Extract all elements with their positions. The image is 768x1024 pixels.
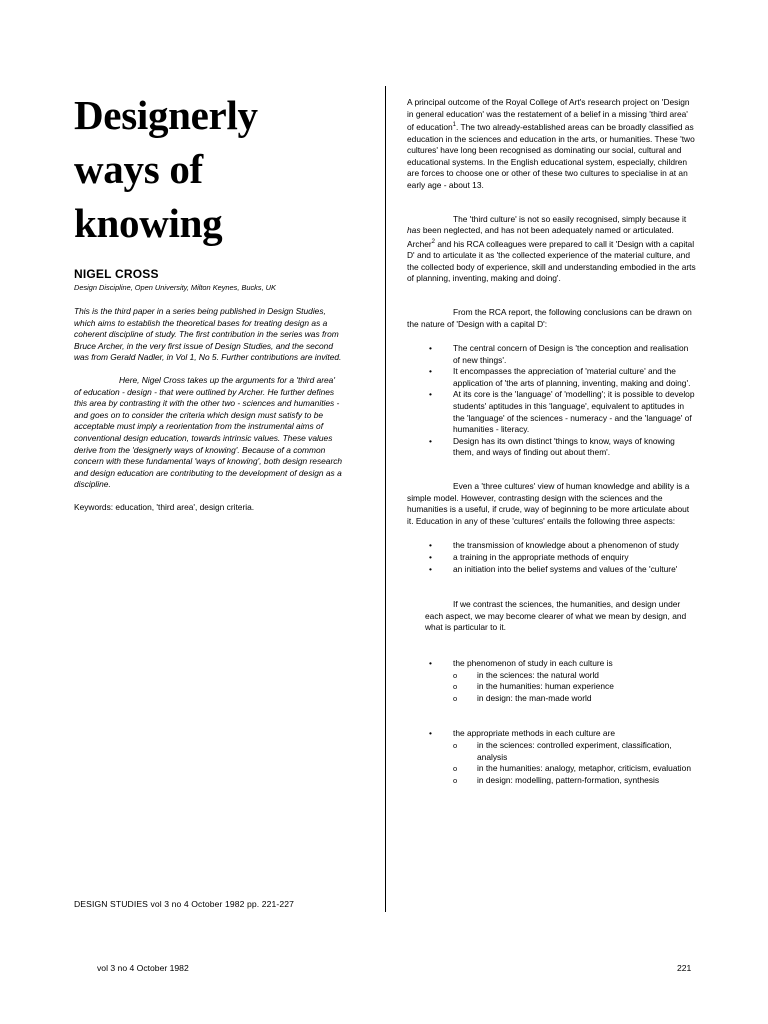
footer-issue: vol 3 no 4 October 1982 xyxy=(97,963,189,973)
list-item-heading: the phenomenon of study in each culture is xyxy=(453,657,613,668)
page-number: 221 xyxy=(677,963,692,973)
journal-reference: DESIGN STUDIES vol 3 no 4 October 1982 pp. 221-227 xyxy=(74,899,294,909)
sub-list-item: o in the humanities: human experience xyxy=(453,681,697,693)
list-item: • At its core is the 'language' of 'modelling'; it is possible to develop students' aptitudes in this 'language', equivalent to aptitudes in the 'language' of the sciences - numeracy - and the 'language' of humanities - literacy. xyxy=(407,389,697,435)
sub-list-item: o in the sciences: the natural world xyxy=(453,670,697,682)
right-column xyxy=(407,97,697,786)
list-item: • an initiation into the belief systems and values of the 'culture' xyxy=(407,564,697,576)
list-item: • Design has its own distinct 'things to know, ways of knowing them, and ways of finding out about them'. xyxy=(407,436,697,459)
list-item: • The central concern of Design is 'the conception and realisation of new things'. xyxy=(407,343,697,366)
body-paragraph: If we contrast the sciences, the humanities, and design under each aspect, we may become clearer of what we mean by design, and what is particular to it. xyxy=(425,599,687,633)
column-divider xyxy=(385,86,386,912)
sub-list xyxy=(453,670,697,705)
keywords: Keywords: education, 'third area', design criteria. xyxy=(74,501,255,512)
footnote-ref: 2 xyxy=(431,238,436,245)
sub-list-item: o in the sciences: controlled experiment, classification, analysis xyxy=(453,740,697,763)
list-item: • It encompasses the appreciation of 'material culture' and the application of 'the arts of planning, inventing, making and doing'. xyxy=(407,366,697,389)
body-paragraph: Even a 'three cultures' view of human knowledge and ability is a simple model. However, contrasting design with the sciences and the humanities is a useful, if crude, way of beginning to be more articulate about it. Education in any of these 'cultures' entails the following three aspects: xyxy=(407,481,690,526)
article-title xyxy=(74,88,344,250)
left-column xyxy=(74,88,344,514)
title-line: knowing xyxy=(74,200,223,246)
abstract-paragraph: Here, Nigel Cross takes up the arguments for a 'third area' of education - design - that were outlined by Archer. He further defines this area by contrasting it with the other two - sciences and humanities - and goes on to consider the criteria which design must satisfy to be acceptable must imply a reorientation from the instrumental aims of conventional design education, towards intrinsic values. These values derive from the 'designerly ways of knowing'. Because of a common concern with these fundamental 'ways of knowing', both design research and design education are contributing to the development of design as a discipline. xyxy=(74,374,343,490)
list-item xyxy=(407,658,697,704)
sub-list-item: o in design: modelling, pattern-formation, synthesis xyxy=(453,775,697,787)
author-name: NIGEL CROSS xyxy=(74,267,159,281)
title-line: Designerly xyxy=(74,92,258,138)
list-item: • a training in the appropriate methods of enquiry xyxy=(407,552,697,564)
body-paragraph: The 'third culture' is not so easily recognised, simply because it has been neglected, and has not been adequately named or articulated. Archer$^2$ and his RCA colleagues were prepared to call it 'Design with a capital D' and to articulate it as 'the collected experience of the material culture, and the collected body of experience, skill and understanding embodied in the arts of planning, inventing, making and doing'. xyxy=(407,213,696,284)
footnote-ref: 1 xyxy=(452,122,456,129)
aspects-list xyxy=(407,540,697,575)
sub-list xyxy=(453,740,697,786)
list-item-heading: the appropriate methods in each culture are xyxy=(453,728,616,739)
sub-list-item: o in design: the man-made world xyxy=(453,693,697,705)
body-paragraph: A principal outcome of the Royal College of Art's research project on 'Design in general education' was the restatement of a belief in a missing 'third area' of education$^1$. The two already-established areas can be broadly classified as education in the sciences and education in the arts, or humanities. These 'two cultures' have long been recognised as dominating our social, cultural and educational systems. In the English educational system, especially, children are forces to choose one or other of these two cultures to specialise in at an early age - about 13. xyxy=(407,97,695,190)
abstract-paragraph: This is the third paper in a series being published in Design Studies, which aims to establish the theoretical bases for treating design as a coherent discipline of study. The first contribution in the series was from Bruce Archer, in the very first issue of Design Studies, and the second was from Gerald Nadler, in Vol 1, No 5. Further contributions are invited. xyxy=(74,306,342,363)
body-paragraph: From the RCA report, the following conclusions can be drawn on the nature of 'Design with a capital D': xyxy=(407,306,692,329)
methods-list xyxy=(407,728,697,786)
author-affiliation: Design Discipline, Open University, Milton Keynes, Bucks, UK xyxy=(74,283,276,292)
conclusions-list xyxy=(407,343,697,459)
list-item xyxy=(407,728,697,786)
sub-list-item: o in the humanities: analogy, metaphor, criticism, evaluation xyxy=(453,763,697,775)
list-item: • the transmission of knowledge about a phenomenon of study xyxy=(407,540,697,552)
phenomenon-list xyxy=(407,658,697,704)
title-line: ways of xyxy=(74,146,203,192)
